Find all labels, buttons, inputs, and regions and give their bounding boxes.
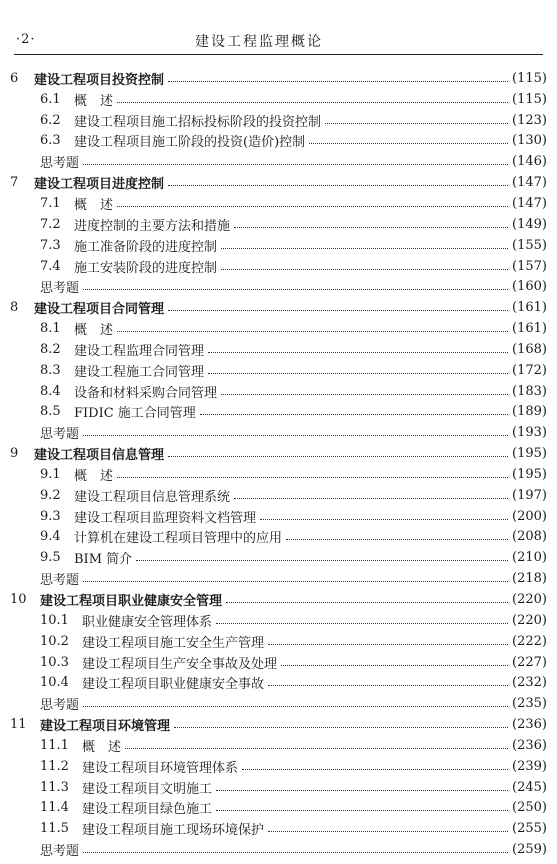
toc-entry-title: 建设工程项目施工现场环境保护	[82, 823, 265, 839]
toc-entry-title: 计算机在建设工程项目管理中的应用	[74, 531, 283, 547]
toc-section-row	[0, 235, 557, 256]
toc-entry-number: 8	[10, 300, 19, 316]
toc-entry-number: 6.1	[40, 91, 61, 107]
toc-entry-page: (189)	[512, 404, 547, 420]
toc-entry-page: (161)	[512, 321, 547, 337]
dot-leader	[117, 206, 508, 207]
toc-entry-title: 思考题	[40, 573, 80, 589]
toc-chapter-row	[0, 589, 557, 610]
toc-entry-title: 建设工程项目施工阶段的投资(造价)控制	[74, 135, 306, 151]
dot-leader	[268, 644, 508, 645]
toc-entry-title: 思考题	[40, 156, 80, 172]
dot-leader	[200, 414, 508, 415]
toc-section-row	[0, 464, 557, 485]
toc-entry-title: 施工准备阶段的进度控制	[74, 239, 218, 255]
dot-leader	[268, 831, 508, 832]
toc-section-row	[0, 672, 557, 693]
toc-entry-title: 概 述	[82, 739, 122, 755]
toc-entry-page: (259)	[512, 842, 547, 858]
toc-entry-title: 概 述	[74, 197, 114, 213]
toc-section-row	[0, 485, 557, 506]
running-header	[14, 28, 543, 55]
toc-entry-number: 10	[10, 592, 27, 608]
toc-exercise-row	[0, 568, 557, 589]
dot-leader	[226, 602, 508, 603]
toc-entry-number: 7.3	[40, 237, 61, 253]
toc-entry-page: (232)	[512, 675, 547, 691]
toc-section-row	[0, 798, 557, 819]
toc-entry-number: 11.5	[40, 821, 69, 837]
toc-section-row	[0, 756, 557, 777]
toc-entry-title: 建设工程项目监理资料文档管理	[74, 510, 257, 526]
toc-entry-page: (168)	[512, 341, 547, 357]
toc-entry-number: 10.3	[40, 654, 69, 670]
toc-entry-number: 9.3	[40, 508, 61, 524]
dot-leader	[125, 748, 508, 749]
toc-entry-number: 7	[10, 175, 19, 191]
toc-section-row	[0, 89, 557, 110]
dot-leader	[281, 665, 508, 666]
toc-exercise-row	[0, 276, 557, 297]
toc-entry-title: 建设工程项目合同管理	[34, 302, 165, 318]
dot-leader	[168, 185, 508, 186]
toc-entry-title: 建设工程项目绿色施工	[82, 802, 213, 818]
toc-entry-page: (197)	[512, 487, 547, 503]
toc-entry-page: (123)	[512, 112, 547, 128]
toc-section-row	[0, 339, 557, 360]
toc-entry-title: BIM 简介	[74, 552, 133, 568]
toc-entry-title: 职业健康安全管理体系	[82, 614, 213, 630]
toc-entry-title: 设备和材料采购合同管理	[74, 385, 218, 401]
toc-entry-page: (147)	[512, 175, 547, 191]
toc-entry-title: 思考题	[40, 698, 80, 714]
dot-leader	[325, 123, 508, 124]
toc-entry-number: 9	[10, 446, 19, 462]
toc-entry-number: 9.2	[40, 487, 61, 503]
toc-section-row	[0, 735, 557, 756]
toc-section-row	[0, 777, 557, 798]
toc-entry-number: 8.3	[40, 362, 61, 378]
toc-entry-title: 概 述	[74, 93, 114, 109]
toc-entry-page: (255)	[512, 821, 547, 837]
toc-entry-page: (236)	[512, 717, 547, 733]
toc-entry-title: 建设工程项目职业健康安全管理	[40, 594, 223, 610]
toc-entry-number: 6	[10, 70, 19, 86]
toc-entry-page: (146)	[512, 154, 547, 170]
dot-leader	[168, 456, 508, 457]
toc-section-row	[0, 547, 557, 568]
toc-entry-number: 7.2	[40, 216, 61, 232]
toc-entry-title: 建设工程项目进度控制	[34, 177, 165, 193]
toc-entry-page: (193)	[512, 425, 547, 441]
toc-chapter-row	[0, 68, 557, 89]
toc-entry-title: 建设工程项目施工安全生产管理	[82, 635, 265, 651]
toc-entry-title: 思考题	[40, 844, 80, 860]
toc-entry-number: 8.1	[40, 321, 61, 337]
toc-entry-page: (235)	[512, 696, 547, 712]
toc-section-row	[0, 360, 557, 381]
toc-entry-page: (157)	[512, 258, 547, 274]
toc-section-row	[0, 318, 557, 339]
dot-leader	[83, 435, 508, 436]
toc-entry-page: (200)	[512, 508, 547, 524]
dot-leader	[286, 539, 508, 540]
toc-chapter-row	[0, 714, 557, 735]
toc-entry-number: 11	[10, 717, 27, 733]
toc-entry-number: 11.3	[40, 779, 69, 795]
book-title: 建设工程监理概论	[195, 34, 323, 50]
dot-leader	[168, 81, 508, 82]
dot-leader	[83, 706, 508, 707]
toc-section-row	[0, 110, 557, 131]
toc-chapter-row	[0, 172, 557, 193]
dot-leader	[208, 352, 508, 353]
toc-entry-number: 11.4	[40, 800, 69, 816]
toc-section-row	[0, 527, 557, 548]
toc-entry-number: 10.4	[40, 675, 69, 691]
toc-entry-title: 概 述	[74, 468, 114, 484]
toc-chapter-row	[0, 297, 557, 318]
dot-leader	[234, 227, 508, 228]
dot-leader	[221, 394, 508, 395]
toc-entry-title: 建设工程项目环境管理	[40, 719, 171, 735]
toc-entry-page: (210)	[512, 550, 547, 566]
dot-leader	[83, 852, 508, 853]
toc-entry-page: (220)	[512, 592, 547, 608]
toc-entry-number: 10.1	[40, 612, 69, 628]
toc-entry-number: 11.1	[40, 737, 69, 753]
toc-entry-page: (149)	[512, 216, 547, 232]
dot-leader	[216, 623, 508, 624]
toc-entry-number: 11.2	[40, 758, 69, 774]
toc-entry-title: 建设工程项目施工招标投标阶段的投资控制	[74, 114, 322, 130]
toc-section-row	[0, 214, 557, 235]
toc-entry-page: (195)	[512, 466, 547, 482]
toc-entry-number: 6.2	[40, 112, 61, 128]
dot-leader	[234, 498, 508, 499]
toc-section-row	[0, 652, 557, 673]
toc-entry-title: 建设工程项目投资控制	[34, 72, 165, 88]
toc-entry-page: (160)	[512, 279, 547, 295]
toc-entry-number: 9.1	[40, 466, 61, 482]
toc-entry-number: 9.5	[40, 550, 61, 566]
toc-entry-title: 建设工程项目环境管理体系	[82, 760, 239, 776]
toc-entry-page: (115)	[512, 70, 547, 86]
toc-section-row	[0, 610, 557, 631]
toc-entry-page: (208)	[512, 529, 547, 545]
dot-leader	[174, 727, 508, 728]
dot-leader	[216, 810, 508, 811]
toc-section-row	[0, 381, 557, 402]
dot-leader	[168, 310, 508, 311]
toc-entry-title: 建设工程项目信息管理	[34, 448, 165, 464]
toc-section-row	[0, 256, 557, 277]
toc-exercise-row	[0, 151, 557, 172]
dot-leader	[83, 581, 508, 582]
toc-entry-page: (239)	[512, 758, 547, 774]
toc-entry-title: 建设工程项目生产安全事故及处理	[82, 656, 278, 672]
toc-entry-page: (147)	[512, 195, 547, 211]
toc-entry-title: 建设工程项目职业健康安全事故	[82, 677, 265, 693]
table-of-contents	[0, 68, 557, 860]
toc-entry-title: 思考题	[40, 281, 80, 297]
toc-entry-title: 建设工程项目信息管理系统	[74, 489, 231, 505]
toc-entry-page: (250)	[512, 800, 547, 816]
dot-leader	[242, 769, 508, 770]
dot-leader	[268, 685, 508, 686]
toc-entry-number: 8.2	[40, 341, 61, 357]
toc-section-row	[0, 818, 557, 839]
toc-entry-page: (115)	[512, 91, 547, 107]
toc-entry-title: 概 述	[74, 323, 114, 339]
dot-leader	[221, 248, 508, 249]
toc-entry-title: FIDIC 施工合同管理	[74, 406, 196, 422]
toc-exercise-row	[0, 422, 557, 443]
dot-leader	[216, 790, 508, 791]
toc-entry-title: 建设工程施工合同管理	[74, 364, 205, 380]
toc-entry-page: (172)	[512, 362, 547, 378]
dot-leader	[208, 373, 508, 374]
toc-entry-title: 建设工程监理合同管理	[74, 343, 205, 359]
page-number: ·2·	[16, 32, 36, 47]
toc-entry-number: 7.4	[40, 258, 61, 274]
toc-entry-page: (218)	[512, 571, 547, 587]
toc-entry-number: 7.1	[40, 195, 61, 211]
toc-entry-title: 思考题	[40, 427, 80, 443]
toc-entry-page: (222)	[512, 633, 547, 649]
dot-leader	[309, 143, 508, 144]
toc-entry-page: (227)	[512, 654, 547, 670]
dot-leader	[83, 289, 508, 290]
dot-leader	[260, 519, 508, 520]
toc-entry-number: 9.4	[40, 529, 61, 545]
toc-section-row	[0, 193, 557, 214]
toc-entry-page: (130)	[512, 133, 547, 149]
toc-entry-page: (245)	[512, 779, 547, 795]
toc-entry-number: 10.2	[40, 633, 69, 649]
toc-entry-number: 8.4	[40, 383, 61, 399]
toc-entry-title: 建设工程项目文明施工	[82, 781, 213, 797]
toc-entry-number: 6.3	[40, 133, 61, 149]
toc-section-row	[0, 402, 557, 423]
toc-entry-title: 施工安装阶段的进度控制	[74, 260, 218, 276]
toc-entry-title: 进度控制的主要方法和措施	[74, 218, 231, 234]
toc-exercise-row	[0, 693, 557, 714]
dot-leader	[117, 477, 508, 478]
dot-leader	[221, 269, 508, 270]
toc-entry-number: 8.5	[40, 404, 61, 420]
toc-section-row	[0, 506, 557, 527]
dot-leader	[83, 164, 508, 165]
toc-chapter-row	[0, 443, 557, 464]
toc-section-row	[0, 631, 557, 652]
dot-leader	[117, 102, 508, 103]
toc-entry-page: (183)	[512, 383, 547, 399]
toc-entry-page: (195)	[512, 446, 547, 462]
dot-leader	[136, 560, 508, 561]
toc-entry-page: (161)	[512, 300, 547, 316]
toc-entry-page: (236)	[512, 737, 547, 753]
toc-exercise-row	[0, 839, 557, 860]
toc-section-row	[0, 131, 557, 152]
toc-entry-page: (155)	[512, 237, 547, 253]
toc-entry-page: (220)	[512, 612, 547, 628]
dot-leader	[117, 331, 508, 332]
